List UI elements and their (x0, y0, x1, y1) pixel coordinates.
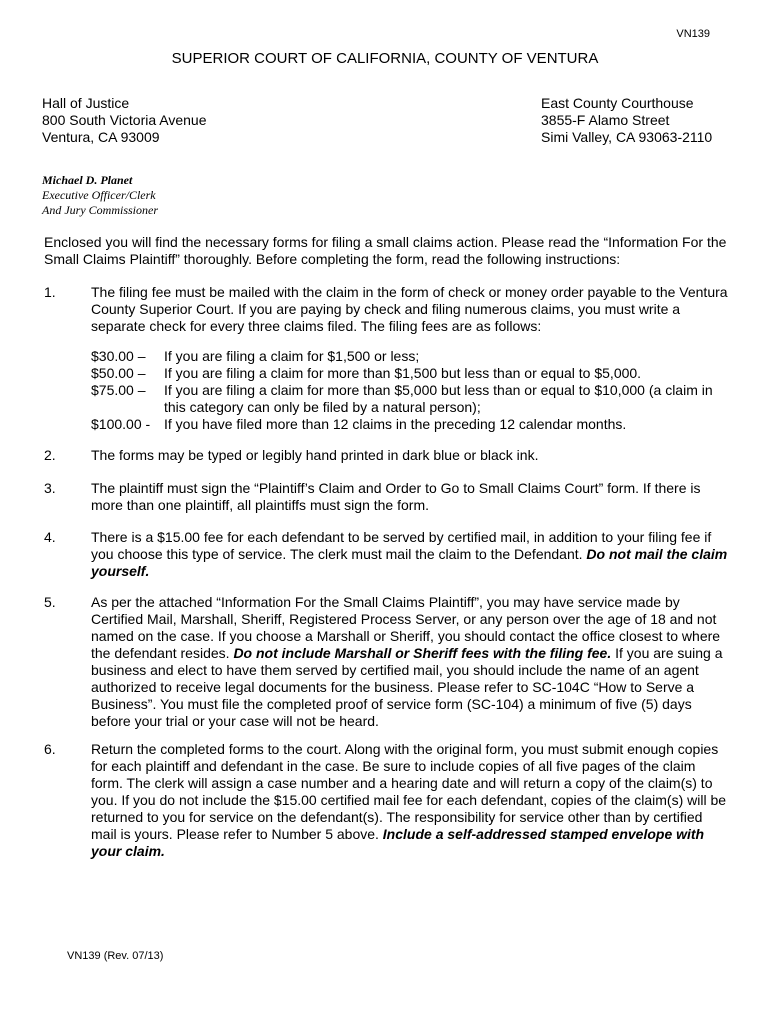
item-text: The filing fee must be mailed with the claim in the form of check or money order payable to the Ventura County Superior Court. If you are paying by check and filing numerous claims, you must write a separate check for every three claims filed. The filing fees are as follows: (91, 284, 728, 334)
fee-amount: $30.00 – (91, 348, 146, 364)
instruction-item-2 (44, 447, 730, 464)
court-title: SUPERIOR COURT OF CALIFORNIA, COUNTY OF VENTURA (171, 50, 599, 67)
instruction-item-4 (44, 529, 730, 580)
address-right-line: Simi Valley, CA 93063-2110 (541, 129, 713, 145)
address-left-line: 800 South Victoria Avenue (42, 112, 207, 128)
item-text (91, 529, 730, 580)
item-text: The plaintiff must sign the “Plaintiff’s Claim and Order to Go to Small Claims Court” form. If there is more than one plaintiff, all plaintiffs must sign the form. (91, 480, 701, 513)
fee-amount: $75.00 – (91, 382, 146, 398)
fee-schedule (91, 348, 731, 433)
item-number: 6. (44, 741, 56, 757)
address-right-line: 3855-F Alamo Street (541, 112, 670, 128)
item-text (91, 594, 730, 730)
item-emphasis: Do not mail the claim yourself. (91, 546, 728, 579)
item-number: 3. (44, 480, 56, 496)
intro-paragraph: Enclosed you will find the necessary forms for filing a small claims action. Please read the “Information For the Small Claims Plaintiff” thoroughly. Before completing the form, read the following instructions: (44, 234, 727, 267)
instruction-item-6 (44, 741, 730, 860)
item-text: The forms may be typed or legibly hand printed in dark blue or black ink. (91, 447, 539, 463)
officer-title: And Jury Commissioner (42, 203, 158, 217)
officer-name: Michael D. Planet (42, 173, 133, 187)
fee-amount: $50.00 – (91, 365, 146, 381)
item-number: 1. (44, 284, 56, 300)
item-text-part: There is a $15.00 fee for each defendant to be served by certified mail, in addition to your filing fee if you choose this type of service. The clerk must mail the claim to the Defendant. (91, 529, 712, 562)
fee-description: If you are filing a claim for more than $1,500 but less than or equal to $5,000. (164, 365, 642, 381)
instruction-item-3 (44, 480, 730, 514)
item-text-part: Return the completed forms to the court. Along with the original form, you must submit enough copies for each plaintiff and defendant in the case. Be sure to include copies of all five pages of the claim form. The clerk will assign a case number and a hearing date and will return a copy of the claim(s) to you. If you do not include the $15.00 certified mail fee for each defendant, copies of the claim(s) will be returned to you for service on the defendant(s). The responsibility for service other than by certified mail is yours. Please refer to Number 5 above. (91, 741, 727, 842)
fee-description: If you have filed more than 12 claims in the preceding 12 calendar months. (164, 416, 627, 432)
item-text-part: As per the attached “Information For the Small Claims Plaintiff”, you may have service made by Certified Mail, Marshall, Sheriff, Registered Process Server, or any person over the age of 18 and not named on the case. If you choose a Marshall or Sheriff, you should contact the office closest to where the defendant resides. (91, 594, 721, 661)
address-left-line: Hall of Justice (42, 95, 130, 111)
fee-row (91, 365, 731, 382)
form-footer: VN139 (Rev. 07/13) (67, 950, 164, 962)
officer-block (42, 173, 158, 218)
fee-description: If you are filing a claim for $1,500 or less; (164, 348, 420, 364)
item-text-part: If you are suing a business and elect to have them served by certified mail, you should include the name of an agent authorized to receive legal documents for the business. Please refer to SC-104C “How to Serve a Business”. You must file the completed proof of service form (SC-104) a minimum of five (5) days before your trial or your case will not be heard. (91, 645, 723, 729)
fee-description: If you are filing a claim for more than $5,000 but less than or equal to $10,000 (a claim in this category can only be filed by a natural person); (164, 382, 713, 415)
instruction-item-1 (44, 284, 730, 335)
address-left (42, 95, 207, 146)
address-right-line: East County Courthouse (541, 95, 694, 111)
fee-row (91, 382, 731, 416)
item-number: 4. (44, 529, 56, 545)
item-emphasis: Do not include Marshall or Sheriff fees with the filing fee. (233, 645, 612, 661)
item-number: 2. (44, 447, 56, 463)
item-text (91, 741, 730, 860)
item-emphasis: Include a self-addressed stamped envelope with your claim. (91, 826, 705, 859)
officer-title: Executive Officer/Clerk (42, 188, 156, 202)
address-left-line: Ventura, CA 93009 (42, 129, 160, 145)
fee-amount: $100.00 - (91, 416, 151, 432)
address-right (541, 95, 712, 146)
item-number: 5. (44, 594, 56, 610)
fee-row (91, 348, 731, 365)
fee-row (91, 416, 731, 433)
form-id-top: VN139 (676, 28, 710, 40)
instruction-item-5 (44, 594, 730, 730)
